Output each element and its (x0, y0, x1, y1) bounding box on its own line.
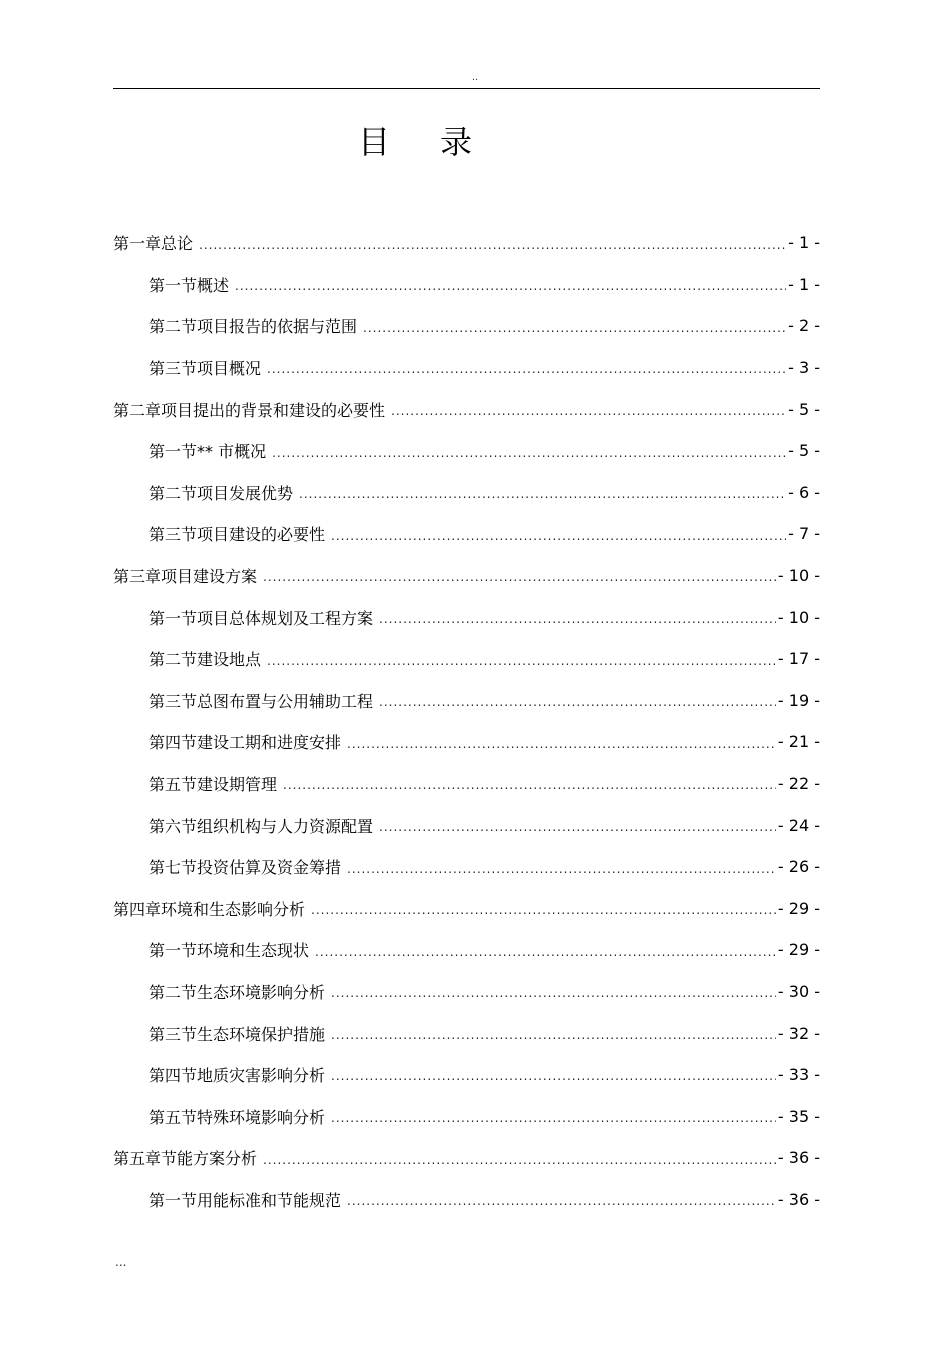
toc-entry-number: 第二章 (113, 400, 162, 420)
toc-entry-number: 第五节 (149, 775, 198, 795)
header-mark: .. (471, 72, 479, 83)
toc-dot-leader (347, 1194, 776, 1220)
toc-entry-page: - 1 - (788, 233, 820, 253)
toc-dot-leader (331, 529, 786, 555)
toc-entry-number: 第五章 (113, 1149, 162, 1169)
toc-section-entry[interactable] (113, 472, 820, 514)
toc-dot-leader (283, 778, 776, 804)
toc-entry-page: - 17 - (777, 649, 820, 669)
toc-entry-number: 第一节 (149, 941, 198, 961)
toc-section-entry[interactable] (113, 638, 820, 680)
toc-entry-label: ** 市概况 (197, 442, 267, 462)
toc-dot-leader (311, 903, 776, 929)
toc-entry-number: 第四章 (113, 899, 162, 919)
table-of-contents (113, 222, 820, 1220)
toc-entry-number: 第四节 (149, 733, 198, 753)
toc-entry-page: - 21 - (777, 732, 820, 752)
toc-section-entry[interactable] (113, 763, 820, 805)
toc-section-entry[interactable] (113, 596, 820, 638)
toc-entry-page: - 36 - (777, 1148, 820, 1168)
toc-dot-leader (379, 612, 776, 638)
toc-entry-label: 投资估算及资金筹措 (197, 858, 342, 878)
toc-section-entry[interactable] (113, 513, 820, 555)
toc-entry-page: - 6 - (788, 482, 820, 502)
toc-section-entry[interactable] (113, 347, 820, 389)
toc-entry-number: 第三节 (149, 691, 198, 711)
toc-chapter-entry[interactable] (113, 222, 820, 264)
footer-mark: ... (115, 1255, 127, 1269)
toc-entry-number: 第二节 (149, 650, 198, 670)
toc-dot-leader (379, 820, 776, 846)
toc-section-entry[interactable] (113, 305, 820, 347)
toc-section-entry[interactable] (113, 1095, 820, 1137)
toc-entry-label: 环境和生态影响分析 (161, 899, 306, 919)
toc-entry-page: - 29 - (777, 940, 820, 960)
toc-entry-label: 建设期管理 (197, 775, 278, 795)
toc-entry-page: - 5 - (788, 441, 820, 461)
toc-entry-number: 第一章 (113, 234, 162, 254)
toc-entry-number: 第六节 (149, 816, 198, 836)
toc-entry-number: 第五节 (149, 1107, 198, 1127)
toc-entry-page: - 26 - (777, 857, 820, 877)
toc-entry-page: - 3 - (788, 358, 820, 378)
toc-entry-number: 第三节 (149, 525, 198, 545)
toc-dot-leader (363, 321, 786, 347)
toc-entry-label: 用能标准和节能规范 (197, 1190, 342, 1210)
toc-entry-label: 项目报告的依据与范围 (197, 317, 358, 337)
toc-chapter-entry[interactable] (113, 1137, 820, 1179)
toc-entry-number: 第一节 (149, 1190, 198, 1210)
header-rule (113, 88, 820, 89)
toc-section-entry[interactable] (113, 846, 820, 888)
toc-section-entry[interactable] (113, 680, 820, 722)
toc-entry-page: - 5 - (788, 399, 820, 419)
toc-entry-label: 生态环境影响分析 (197, 982, 326, 1002)
toc-entry-number: 第一节 (149, 275, 198, 295)
toc-entry-number: 第七节 (149, 858, 198, 878)
toc-dot-leader (267, 362, 786, 388)
toc-dot-leader (391, 404, 786, 430)
toc-entry-page: - 33 - (777, 1065, 820, 1085)
toc-entry-label: 特殊环境影响分析 (197, 1107, 326, 1127)
toc-entry-number: 第一节 (149, 608, 198, 628)
toc-entry-number: 第二节 (149, 317, 198, 337)
toc-section-entry[interactable] (113, 804, 820, 846)
toc-section-entry[interactable] (113, 721, 820, 763)
toc-entry-number: 第四节 (149, 1066, 198, 1086)
toc-entry-number: 第二节 (149, 982, 198, 1002)
toc-entry-page: - 10 - (777, 566, 820, 586)
toc-entry-label: 项目总体规划及工程方案 (197, 608, 374, 628)
toc-section-entry[interactable] (113, 1179, 820, 1221)
toc-dot-leader (263, 570, 776, 596)
toc-dot-leader (331, 986, 776, 1012)
toc-entry-label: 建设地点 (197, 650, 262, 670)
toc-dot-leader (331, 1028, 776, 1054)
toc-entry-page: - 24 - (777, 815, 820, 835)
toc-section-entry[interactable] (113, 430, 820, 472)
toc-chapter-entry[interactable] (113, 388, 820, 430)
toc-section-entry[interactable] (113, 929, 820, 971)
toc-dot-leader (315, 945, 776, 971)
toc-entry-label: 建设工期和进度安排 (197, 733, 342, 753)
toc-entry-page: - 30 - (777, 981, 820, 1001)
toc-entry-label: 环境和生态现状 (197, 941, 310, 961)
toc-entry-page: - 32 - (777, 1023, 820, 1043)
toc-dot-leader (347, 737, 776, 763)
toc-entry-label: 项目发展优势 (197, 483, 294, 503)
toc-entry-page: - 35 - (777, 1106, 820, 1126)
toc-entry-label: 节能方案分析 (161, 1149, 258, 1169)
toc-entry-label: 概述 (197, 275, 230, 295)
toc-entry-page: - 36 - (777, 1189, 820, 1209)
toc-dot-leader (272, 446, 786, 472)
toc-entry-label: 总图布置与公用辅助工程 (197, 691, 374, 711)
toc-dot-leader (299, 487, 786, 513)
toc-entry-label: 项目建设方案 (161, 567, 258, 587)
toc-entry-label: 组织机构与人力资源配置 (197, 816, 374, 836)
toc-entry-number: 第三节 (149, 1024, 198, 1044)
page-title: 目录 (357, 123, 522, 161)
toc-entry-number: 第二节 (149, 483, 198, 503)
toc-dot-leader (263, 1153, 776, 1179)
toc-entry-page: - 10 - (777, 607, 820, 627)
toc-section-entry[interactable] (113, 264, 820, 306)
toc-entry-number: 第三章 (113, 567, 162, 587)
toc-section-entry[interactable] (113, 1012, 820, 1054)
toc-entry-label: 总论 (161, 234, 194, 254)
toc-section-entry[interactable] (113, 971, 820, 1013)
toc-entry-page: - 22 - (777, 774, 820, 794)
toc-entry-page: - 19 - (777, 690, 820, 710)
toc-section-entry[interactable] (113, 1054, 820, 1096)
toc-dot-leader (331, 1069, 776, 1095)
toc-entry-number: 第三节 (149, 359, 198, 379)
toc-entry-label: 项目提出的背景和建设的必要性 (161, 400, 386, 420)
toc-dot-leader (267, 654, 776, 680)
toc-dot-leader (347, 862, 776, 888)
toc-entry-page: - 29 - (777, 898, 820, 918)
toc-dot-leader (379, 695, 776, 721)
toc-entry-label: 地质灾害影响分析 (197, 1066, 326, 1086)
toc-dot-leader (331, 1111, 776, 1137)
toc-entry-label: 项目建设的必要性 (197, 525, 326, 545)
toc-dot-leader (235, 279, 786, 305)
toc-chapter-entry[interactable] (113, 888, 820, 930)
toc-entry-number: 第一节 (149, 442, 198, 462)
toc-entry-page: - 7 - (788, 524, 820, 544)
toc-entry-page: - 2 - (788, 316, 820, 336)
toc-dot-leader (199, 238, 786, 264)
toc-entry-label: 生态环境保护措施 (197, 1024, 326, 1044)
toc-entry-label: 项目概况 (197, 359, 262, 379)
toc-chapter-entry[interactable] (113, 555, 820, 597)
toc-entry-page: - 1 - (788, 274, 820, 294)
